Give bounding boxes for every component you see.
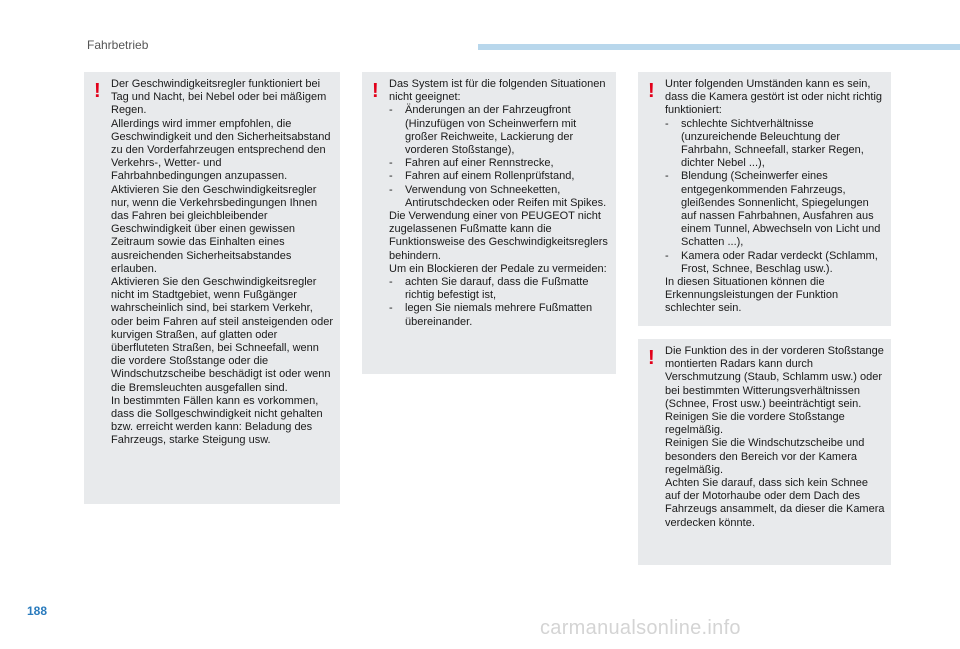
paragraph: Die Verwendung einer von PEUGEOT nicht zugelassenen Fußmatte kann die Funktionsweise des Geschwindigkeitsreglers behindern.	[389, 210, 608, 262]
paragraph: Achten Sie darauf, dass sich kein Schnee auf der Motorhaube oder dem Dach des Fahrzeugs ansammelt, da dieser die Kamera verdecken könnte.	[665, 477, 885, 529]
warning-box-camera-disturbance	[638, 72, 891, 326]
paragraph: Der Geschwindigkeitsregler funktioniert bei Tag und Nacht, bei Nebel oder bei mäßigem Regen.	[111, 78, 327, 117]
intro-text: Unter folgenden Umständen kann es sein, dass die Kamera gestört ist oder nicht richtig funktioniert:	[665, 78, 883, 117]
warning-icon: !	[372, 80, 379, 102]
list-item: - schlechte Sichtverhältnisse (unzureichende Beleuchtung der Fahrbahn, Schneefall, starker Regen, dichter Nebel ...),	[665, 117, 864, 170]
paragraph: Allerdings wird immer empfohlen, die Geschwindigkeit und den Sicherheitsabstand zu den Vorderfahrzeugen entsprechend den Verkehrs-, Wetter- und Fahrbahnbedingungen anzupassen.	[111, 117, 331, 183]
paragraph: Die Funktion des in der vorderen Stoßstange montierten Radars kann durch Verschmutzung (Staub, Schlamm usw.) oder bei bestimmten Witterungsverhältnissen (Schnee, Frost usw.) beeinträchtigt sein.	[665, 345, 884, 410]
warning-text	[389, 78, 610, 329]
list-item: - Blendung (Scheinwerfer eines entgegenkommenden Fahrzeugs, gleißendes Sonnenlicht, Spiegelungen auf nassen Fahrbahnen, Ausfahren aus einem Tunnel, Abwechseln von Licht und Schatten ...),	[665, 170, 881, 249]
watermark: carmanualsonline.info	[540, 617, 741, 639]
list-item: - Kamera oder Radar verdeckt (Schlamm, Frost, Schnee, Beschlag usw.).	[665, 249, 878, 275]
warning-icon: !	[94, 80, 101, 102]
page-header-title: Fahrbetrieb	[87, 38, 149, 52]
warning-box-cruise-control	[84, 72, 340, 504]
paragraph: Aktivieren Sie den Geschwindigkeitsregler nicht im Stadtgebiet, wenn Fußgänger wahrscheinlich sind, bei starkem Verkehr, oder beim Fahren auf steil ansteigenden oder kurvigen Straßen, auf glatten oder überfluteten Straßen, bei Schneefall, wenn die vordere Stoßstange oder die Windschutzscheibe beschädigt ist oder wenn die Bremsleuchten ausgefallen sind.	[111, 276, 333, 394]
intro-text: Das System ist für die folgenden Situationen nicht geeignet:	[389, 78, 606, 104]
list-item: - Fahren auf einer Rennstrecke,	[389, 157, 554, 170]
warning-text	[665, 345, 885, 530]
header-bar	[478, 44, 960, 50]
list-item: - Fahren auf einem Rollenprüfstand,	[389, 170, 575, 183]
list-item: - achten Sie darauf, dass die Fußmatte richtig befestigt ist,	[389, 276, 589, 302]
intro-text: Um ein Blockieren der Pedale zu vermeiden:	[389, 262, 607, 275]
warning-text	[111, 78, 334, 448]
paragraph: Reinigen Sie die Windschutzscheibe und besonders den Bereich vor der Kamera regelmäßig.	[665, 437, 865, 476]
warning-box-radar-cleaning	[638, 339, 891, 565]
list-item: - legen Sie niemals mehrere Fußmatten übereinander.	[389, 302, 593, 328]
paragraph: In diesen Situationen können die Erkennungsleistungen der Funktion schlechter sein.	[665, 276, 839, 315]
warning-text	[665, 78, 885, 316]
warning-icon: !	[648, 80, 655, 102]
warning-icon: !	[648, 347, 655, 369]
paragraph: Aktivieren Sie den Geschwindigkeitsregler nur, wenn die Verkehrsbedingungen Ihnen das Fahren bei gleichbleibender Geschwindigkeit über einen gewissen Zeitraum sowie das Einhalten eines ausreichenden Sicherheitsabstandes erlauben.	[111, 183, 318, 275]
paragraph: In bestimmten Fällen kann es vorkommen, dass die Sollgeschwindigkeit nicht gehalten bzw. erreicht werden kann: Beladung des Fahrzeugs, starke Steigung usw.	[111, 394, 323, 447]
warning-box-unsuitable-situations	[362, 72, 616, 374]
list-item: - Verwendung von Schneeketten, Antirutschdecken oder Reifen mit Spikes.	[389, 183, 607, 209]
paragraph: Reinigen Sie die vordere Stoßstange regelmäßig.	[665, 411, 845, 437]
list-item: - Änderungen an der Fahrzeugfront (Hinzufügen von Scheinwerfern mit großer Reichweite, Lackierung der vorderen Stoßstange),	[389, 104, 577, 157]
page-number: 188	[27, 604, 48, 618]
